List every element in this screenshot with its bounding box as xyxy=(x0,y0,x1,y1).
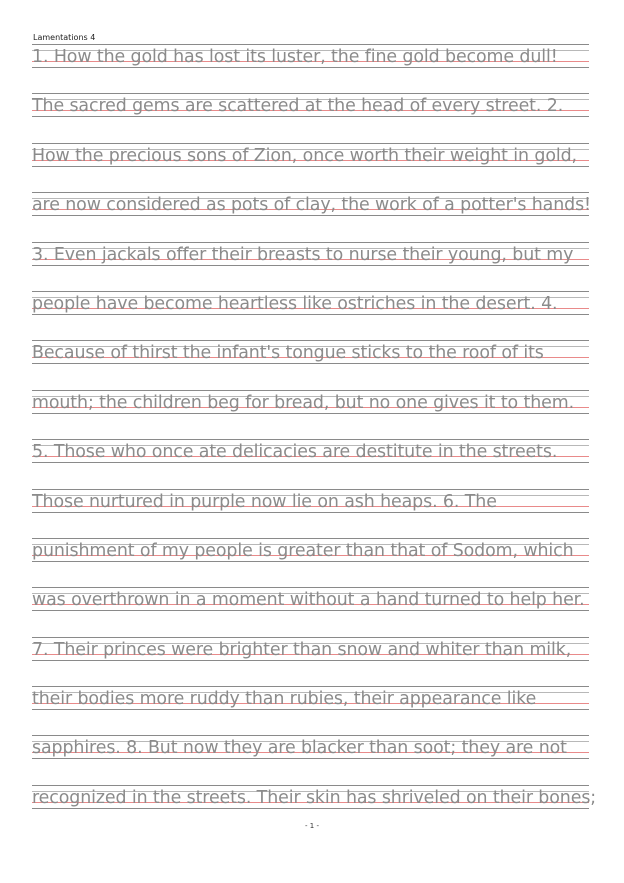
trace-text-line: 3. Even jackals offer their breasts to nurse their young, but my xyxy=(32,244,574,265)
guide-line xyxy=(32,587,589,588)
guide-line xyxy=(32,686,589,687)
guide-line xyxy=(32,735,589,736)
practice-row xyxy=(32,439,589,488)
trace-text-line: How the precious sons of Zion, once worth their weight in gold, xyxy=(32,145,577,166)
guide-line xyxy=(32,390,589,391)
page-number: - 1 - xyxy=(305,822,319,830)
trace-text-line: was overthrown in a moment without a hand turned to help her. xyxy=(32,590,585,611)
practice-row xyxy=(32,44,589,93)
trace-text-line: 7. Their princes were brighter than snow and whiter than milk, xyxy=(32,639,572,660)
trace-text-line: punishment of my people is greater than that of Sodom, which xyxy=(32,540,574,561)
guide-line xyxy=(32,44,589,45)
practice-row xyxy=(32,390,589,439)
page-title: Lamentations 4 xyxy=(33,33,96,42)
guide-line xyxy=(32,340,589,341)
trace-text-line: The sacred gems are scattered at the head of every street. 2. xyxy=(32,96,564,117)
guide-line xyxy=(32,489,589,490)
practice-row xyxy=(32,242,589,291)
guide-line xyxy=(32,439,589,440)
practice-row xyxy=(32,291,589,340)
guide-line xyxy=(32,242,589,243)
guide-line xyxy=(32,538,589,539)
trace-text-line: their bodies more ruddy than rubies, their appearance like xyxy=(32,689,537,710)
trace-text-line: mouth; the children beg for bread, but no one gives it to them. xyxy=(32,392,575,413)
trace-text-line: 1. How the gold has lost its luster, the fine gold become dull! xyxy=(32,47,558,67)
trace-text-line: 5. Those who once ate delicacies are destitute in the streets. xyxy=(32,442,558,463)
trace-text-line: Because of thirst the infant's tongue sticks to the roof of its xyxy=(32,343,544,364)
practice-row xyxy=(32,538,589,587)
guide-line xyxy=(32,291,589,292)
practice-row xyxy=(32,489,589,538)
handwriting-practice-sheet xyxy=(32,44,597,834)
guide-line xyxy=(32,785,589,786)
trace-text-line: sapphires. 8. But now they are blacker than soot; they are not xyxy=(32,738,567,759)
trace-text-line: recognized in the streets. Their skin has shriveled on their bones; xyxy=(32,787,597,808)
practice-row xyxy=(32,192,589,241)
practice-row xyxy=(32,587,589,636)
practice-row xyxy=(32,340,589,389)
trace-text-line: people have become heartless like ostriches in the desert. 4. xyxy=(32,293,558,314)
practice-row xyxy=(32,637,589,686)
practice-row xyxy=(32,93,589,142)
trace-text-line: Those nurtured in purple now lie on ash heaps. 6. The xyxy=(32,491,497,512)
practice-row xyxy=(32,686,589,735)
guide-line xyxy=(32,637,589,638)
guide-line xyxy=(32,93,589,94)
trace-text-line: are now considered as pots of clay, the work of a potter's hands! xyxy=(32,195,591,216)
practice-row xyxy=(32,143,589,192)
guide-line xyxy=(32,192,589,193)
practice-row xyxy=(32,735,589,784)
guide-line xyxy=(32,143,589,144)
